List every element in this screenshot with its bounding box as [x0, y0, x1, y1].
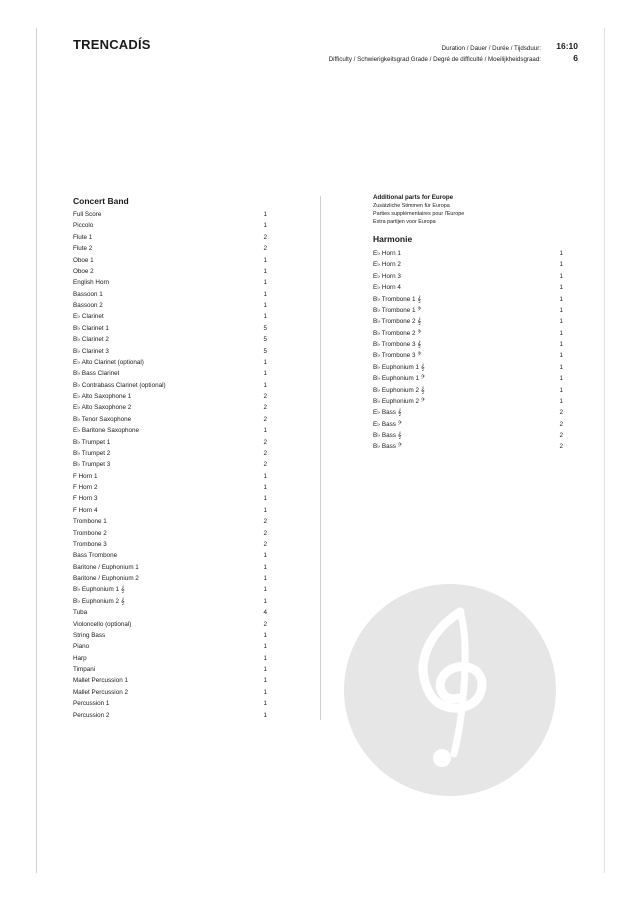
part-quantity: 1	[559, 284, 563, 292]
part-quantity: 1	[263, 267, 267, 275]
part-name: English Horn	[73, 279, 110, 287]
part-quantity: 1	[263, 256, 267, 264]
part-quantity: 1	[559, 250, 563, 257]
harmonie-row	[373, 350, 563, 361]
europe-subtitle-fr: Parties supplémentaires pour l'Europe	[373, 211, 465, 217]
concert-band-row	[73, 539, 267, 550]
part-quantity: 2	[263, 438, 267, 446]
part-quantity: 1	[263, 381, 267, 389]
part-name: B♭ Euphonium 2 𝄞	[373, 386, 425, 394]
part-quantity: 2	[263, 461, 267, 469]
concert-band-row	[73, 243, 267, 254]
part-name: B♭ Clarinet 3	[73, 347, 109, 355]
part-name: Trombone 3	[73, 540, 107, 548]
part-quantity: 2	[559, 420, 563, 428]
part-name: B♭ Trombone 3 𝄞	[373, 341, 421, 348]
concert-band-row	[73, 311, 267, 322]
page-edge-left	[36, 28, 37, 873]
part-quantity: 1	[263, 313, 267, 321]
part-quantity: 1	[559, 272, 563, 280]
part-name: Bassoon 2	[73, 302, 103, 309]
part-name: Full Score	[73, 211, 102, 218]
part-name: B♭ Trombone 1 𝄢	[373, 306, 422, 314]
harmonie-row	[373, 373, 563, 384]
concert-band-row	[73, 619, 267, 630]
harmonie-row	[373, 385, 563, 396]
part-quantity: 2	[263, 449, 267, 457]
duration-value: 16:10	[556, 41, 578, 51]
harmonie-row	[373, 362, 563, 373]
concert-band-row	[73, 425, 267, 436]
concert-band-row	[73, 300, 267, 311]
concert-band-row	[73, 550, 267, 561]
concert-band-row	[73, 323, 267, 334]
part-name: E♭ Baritone Saxophone	[73, 427, 139, 435]
part-name: Percussion 2	[73, 711, 110, 719]
part-quantity: 1	[263, 575, 267, 582]
meta-labels	[329, 43, 541, 65]
part-quantity: 1	[263, 302, 267, 309]
concert-band-row	[73, 459, 267, 470]
concert-band-row	[73, 641, 267, 652]
concert-band-row	[73, 687, 267, 698]
part-name: F Horn 2	[73, 484, 98, 491]
part-quantity: 2	[263, 529, 267, 537]
concert-band-row	[73, 266, 267, 277]
part-name: E♭ Horn 4	[373, 284, 401, 292]
concert-band-row	[73, 368, 267, 379]
part-quantity: 1	[263, 358, 267, 366]
harmonie-row	[373, 396, 563, 407]
harmonie-row	[373, 294, 563, 305]
concert-band-row	[73, 380, 267, 391]
concert-band-row	[73, 471, 267, 482]
part-quantity: 2	[559, 409, 563, 417]
part-name: B♭ Euphonium 1 𝄞	[373, 363, 425, 371]
harmonie-row	[373, 419, 563, 430]
part-name: Piano	[73, 643, 90, 651]
concert-band-row	[73, 391, 267, 402]
part-quantity: 2	[263, 620, 267, 628]
part-name: Piccolo	[73, 222, 94, 230]
concert-band-row	[73, 357, 267, 368]
part-name: Bass Trombone	[73, 552, 118, 560]
part-name: Mallet Percussion 1	[73, 677, 128, 685]
concert-band-row	[73, 573, 267, 584]
part-quantity: 1	[263, 700, 267, 708]
part-name: B♭ Bass Clarinet	[73, 370, 120, 378]
part-name: B♭ Trumpet 1	[73, 438, 111, 446]
part-name: Baritone / Euphonium 2	[73, 575, 139, 582]
part-quantity: 1	[559, 386, 563, 394]
page-edge-right	[604, 28, 605, 873]
part-quantity: 1	[559, 306, 563, 314]
europe-heading: Additional parts for Europe	[373, 194, 454, 201]
concert-band-row	[73, 505, 267, 516]
part-name: B♭ Trombone 2 𝄢	[373, 329, 422, 337]
part-name: Oboe 2	[73, 267, 94, 275]
concert-band-row	[73, 255, 267, 266]
harmonie-row	[373, 339, 563, 350]
harmonie-row	[373, 271, 563, 282]
part-name: B♭ Contrabass Clarinet (optional)	[73, 381, 166, 389]
part-quantity: 2	[263, 393, 267, 400]
concert-band-row	[73, 414, 267, 425]
part-name: E♭ Horn 2	[373, 261, 401, 269]
part-name: B♭ Trumpet 2	[73, 449, 111, 457]
part-name: E♭ Alto Saxophone 2	[73, 404, 132, 412]
watermark-logo	[342, 582, 558, 798]
part-name: Tuba	[73, 609, 88, 617]
part-name: E♭ Bass 𝄢	[373, 420, 402, 428]
part-name: B♭ Tenor Saxophone	[73, 415, 132, 423]
harmonie-row	[373, 259, 563, 270]
part-name: String Bass	[73, 631, 106, 639]
part-quantity: 2	[263, 518, 267, 526]
part-name: Mallet Percussion 2	[73, 688, 128, 696]
difficulty-value: 6	[573, 53, 578, 63]
part-quantity: 1	[263, 643, 267, 651]
part-name: Bassoon 1	[73, 290, 103, 298]
part-name: E♭ Horn 3	[373, 272, 401, 280]
concert-band-row	[73, 710, 267, 721]
part-name: E♭ Bass 𝄞	[373, 409, 402, 417]
part-quantity: 1	[263, 631, 267, 639]
part-name: B♭ Bass 𝄢	[373, 443, 402, 451]
part-quantity: 1	[263, 563, 267, 571]
harmonie-row	[373, 305, 563, 316]
part-name: Baritone / Euphonium 1	[73, 563, 139, 571]
part-quantity: 1	[263, 654, 267, 662]
part-name: B♭ Clarinet 1	[73, 324, 109, 332]
part-quantity: 1	[263, 279, 267, 287]
part-name: Trombone 2	[73, 529, 107, 537]
column-divider	[320, 196, 321, 720]
part-quantity: 1	[263, 211, 267, 218]
part-name: F Horn 1	[73, 472, 98, 480]
concert-band-row	[73, 607, 267, 618]
part-quantity: 5	[263, 347, 267, 355]
concert-band-row	[73, 334, 267, 345]
part-quantity: 1	[263, 586, 267, 594]
part-name: B♭ Trumpet 3	[73, 461, 111, 469]
part-quantity: 1	[263, 688, 267, 696]
concert-band-row	[73, 630, 267, 641]
part-quantity: 1	[263, 495, 267, 503]
concert-band-row	[73, 664, 267, 675]
concert-band-row	[73, 482, 267, 493]
part-quantity: 1	[263, 711, 267, 719]
concert-band-row	[73, 516, 267, 527]
part-quantity: 1	[263, 677, 267, 685]
part-quantity: 4	[263, 609, 267, 617]
part-quantity: 1	[263, 666, 267, 673]
concert-band-row	[73, 209, 267, 220]
part-name: Trombone 1	[73, 518, 107, 526]
part-name: Violoncello (optional)	[73, 620, 132, 628]
part-name: E♭ Alto Clarinet (optional)	[73, 358, 144, 366]
concert-band-row	[73, 562, 267, 573]
europe-subtitle-de: Zusätzliche Stimmen für Europa	[373, 203, 450, 209]
concert-band-row	[73, 289, 267, 300]
concert-band-row	[73, 698, 267, 709]
part-quantity: 1	[263, 506, 267, 514]
page-title: TRENCADÍS	[73, 37, 151, 52]
part-quantity: 1	[559, 295, 563, 303]
part-name: B♭ Euphonium 2 𝄢	[373, 397, 425, 405]
part-name: E♭ Alto Saxophone 1	[73, 393, 132, 400]
concert-band-heading: Concert Band	[73, 196, 129, 206]
part-quantity: 2	[263, 233, 267, 241]
part-quantity: 5	[263, 336, 267, 344]
harmonie-row	[373, 430, 563, 441]
part-quantity: 1	[263, 427, 267, 435]
part-name: B♭ Trombone 2 𝄞	[373, 318, 421, 326]
part-quantity: 1	[263, 597, 267, 605]
part-quantity: 1	[559, 318, 563, 326]
concert-band-row	[73, 437, 267, 448]
part-name: B♭ Trombone 3 𝄢	[373, 352, 422, 360]
part-name: B♭ Euphonium 2 𝄞	[73, 597, 125, 605]
europe-subtitle-nl: Extra partijen voor Europa	[373, 219, 436, 225]
part-name: B♭ Euphonium 1 𝄞	[73, 586, 125, 594]
part-quantity: 1	[263, 290, 267, 298]
part-name: B♭ Euphonium 1 𝄢	[373, 375, 425, 383]
difficulty-label: Difficulty / Schwierigkeitsgrad Grade / Degré de difficulté / Moeilijkheidsgraad:	[328, 56, 541, 63]
concert-band-row	[73, 584, 267, 595]
part-name: Flute 2	[73, 245, 93, 253]
concert-band-list	[73, 209, 267, 721]
part-name: E♭ Clarinet	[73, 313, 104, 321]
concert-band-row	[73, 653, 267, 664]
concert-band-row	[73, 277, 267, 288]
part-name: Timpani	[73, 666, 96, 673]
harmonie-row	[373, 328, 563, 339]
europe-section	[373, 194, 563, 453]
harmonie-list	[373, 248, 563, 453]
part-quantity: 2	[263, 540, 267, 548]
part-quantity: 1	[263, 222, 267, 230]
concert-band-row	[73, 220, 267, 231]
part-quantity: 2	[559, 443, 563, 451]
concert-band-row	[73, 675, 267, 686]
part-quantity: 1	[559, 363, 563, 371]
part-name: B♭ Bass 𝄞	[373, 432, 402, 439]
part-quantity: 1	[559, 341, 563, 348]
part-quantity: 1	[559, 352, 563, 360]
meta-values	[556, 40, 578, 64]
harmonie-row	[373, 282, 563, 293]
part-quantity: 2	[263, 404, 267, 412]
part-quantity: 1	[559, 329, 563, 337]
part-name: F Horn 4	[73, 506, 98, 514]
harmonie-row	[373, 407, 563, 418]
part-quantity: 1	[559, 261, 563, 269]
part-quantity: 1	[559, 397, 563, 405]
harmonie-row	[373, 316, 563, 327]
part-name: B♭ Clarinet 2	[73, 336, 109, 344]
concert-band-row	[73, 528, 267, 539]
duration-label: Duration / Dauer / Durée / Tijdsduur:	[441, 45, 541, 52]
harmonie-row	[373, 248, 563, 259]
concert-band-row	[73, 346, 267, 357]
concert-band-row	[73, 493, 267, 504]
part-quantity: 1	[263, 552, 267, 560]
part-quantity: 2	[559, 432, 563, 439]
part-quantity: 5	[263, 324, 267, 332]
concert-band-row	[73, 232, 267, 243]
part-quantity: 1	[263, 370, 267, 378]
harmonie-heading: Harmonie	[373, 234, 413, 244]
part-name: E♭ Horn 1	[373, 250, 401, 257]
part-quantity: 1	[263, 484, 267, 491]
part-quantity: 1	[559, 375, 563, 383]
part-name: Percussion 1	[73, 700, 110, 708]
part-name: B♭ Trombone 1 𝄞	[373, 295, 421, 303]
concert-band-row	[73, 596, 267, 607]
part-name: Flute 1	[73, 233, 93, 241]
harmonie-row	[373, 441, 563, 452]
part-name: Oboe 1	[73, 256, 94, 264]
concert-band-section	[73, 196, 267, 721]
part-quantity: 2	[263, 245, 267, 253]
concert-band-row	[73, 448, 267, 459]
part-quantity: 1	[263, 472, 267, 480]
part-name: F Horn 3	[73, 495, 98, 503]
part-name: Harp	[73, 654, 87, 662]
concert-band-row	[73, 402, 267, 413]
part-quantity: 2	[263, 415, 267, 423]
